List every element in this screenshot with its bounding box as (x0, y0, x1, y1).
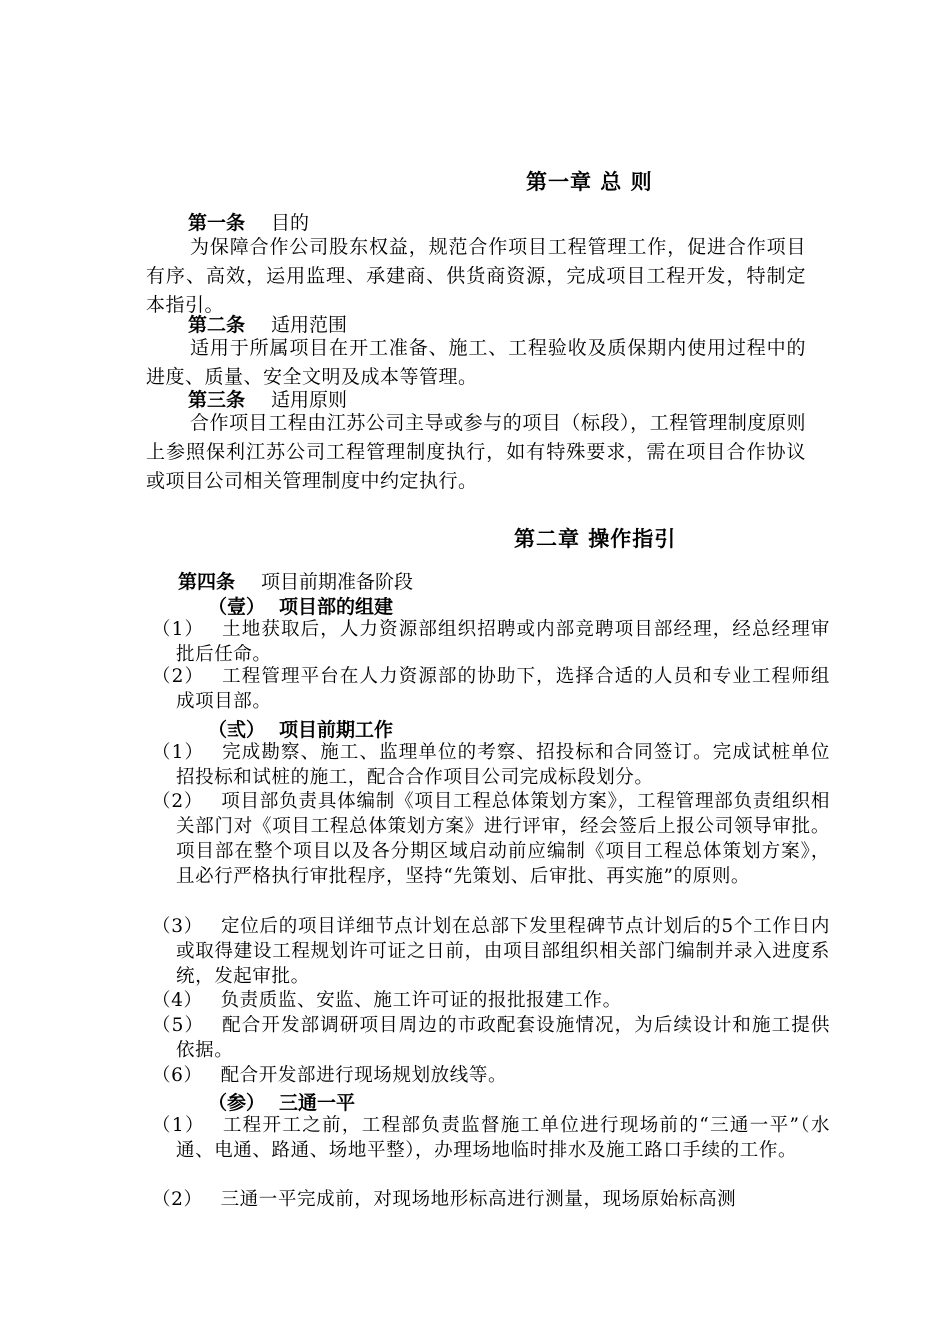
item-number: （3） (152, 916, 204, 937)
section-title: 项目部的组建 (279, 596, 394, 618)
chapter-1-title: 第一章 总 则 (526, 170, 653, 194)
list-item (152, 664, 830, 714)
item-number: （5） (152, 1015, 205, 1036)
list-item (152, 1063, 830, 1088)
item-text: 负责质监、安监、施工许可证的报批报建工作。 (220, 990, 622, 1011)
item-text: 三通一平完成前，对现场地形标高进行测量，现场原始标高测 (220, 1189, 737, 1210)
item-number: （4） (152, 990, 203, 1011)
item-number: （2） (152, 1189, 203, 1210)
section-label: （壹） (208, 596, 266, 618)
section-heading (208, 715, 393, 742)
article-title: 适用范围 (271, 314, 348, 336)
section-label: （参） (208, 1092, 266, 1114)
article-number: 第一条 (188, 212, 246, 234)
item-number: （1） (152, 1115, 205, 1136)
section-label: （弎） (208, 719, 266, 741)
article-title: 适用原则 (271, 389, 348, 411)
section-title: 三通一平 (279, 1092, 356, 1114)
item-text: 完成勘察、施工、监理单位的考察、招投标和合同签订。完成试桩单位招投标和试桩的施工，配合合作项目公司完成标段划分。 (176, 742, 830, 788)
list-item (152, 988, 830, 1013)
article-2-heading (188, 310, 347, 337)
item-text: 配合开发部进行现场规划放线等。 (220, 1065, 508, 1086)
item-number: （6） (152, 1065, 203, 1086)
item-text: 土地获取后，人力资源部组织招聘或内部竞聘项目部经理，经总经理审批后任命。 (176, 619, 830, 665)
article-3-body: 合作项目工程由江苏公司主导或参与的项目（标段），工程管理制度原则上参照保利江苏公司工程管理制度执行，如有特殊要求，需在项目合作协议或项目公司相关管理制度中约定执行。 (146, 412, 806, 492)
list-item (152, 617, 830, 667)
article-title: 项目前期准备阶段 (261, 571, 414, 593)
article-4-heading (178, 567, 413, 594)
item-number: （1） (152, 742, 205, 763)
article-number: 第二条 (188, 314, 246, 336)
item-text: 工程管理平台在人力资源部的协助下，选择合适的人员和专业工程师组成项目部。 (176, 666, 830, 712)
item-number: （2） (152, 791, 204, 812)
list-item (152, 1113, 830, 1163)
list-item (152, 789, 830, 889)
section-title: 项目前期工作 (279, 719, 394, 741)
article-3-heading (188, 385, 347, 412)
list-item (152, 914, 830, 989)
article-1-body: 为保障合作公司股东权益，规范合作项目工程管理工作，促进合作项目有序、高效，运用监理、承建商、供货商资源，完成项目工程开发，特制定本指引。 (146, 236, 806, 316)
section-heading (208, 1088, 355, 1115)
article-number: 第四条 (178, 571, 236, 593)
item-text: 项目部负责具体编制《项目工程总体策划方案》，工程管理部负责组织相关部门对《项目工程总体策划方案》进行评审，经会签后上报公司领导审批。项目部在整个项目以及各分期区域启动前应编制《项目工程总体策划方案》，且必行严格执行审批程序，坚持“先策划、后审批、再实施”的原则。 (176, 791, 830, 887)
article-title: 目的 (271, 212, 310, 234)
section-heading (208, 592, 393, 619)
list-item (152, 740, 830, 790)
item-number: （1） (152, 619, 205, 640)
chapter-2-title: 第二章 操作指引 (514, 527, 677, 551)
article-number: 第三条 (188, 389, 246, 411)
article-2-body: 适用于所属项目在开工准备、施工、工程验收及质保期内使用过程中的进度、质量、安全文明及成本等管理。 (146, 337, 806, 388)
article-1-heading (188, 208, 309, 235)
item-number: （2） (152, 666, 205, 687)
item-text: 工程开工之前，工程部负责监督施工单位进行现场前的“三通一平”（水通、电通、路通、场地平整），办理场地临时排水及施工路口手续的工作。 (176, 1115, 830, 1161)
item-text: 配合开发部调研项目周边的市政配套设施情况，为后续设计和施工提供依据。 (176, 1015, 830, 1061)
list-item (152, 1013, 830, 1063)
item-text: 定位后的项目详细节点计划在总部下发里程碑节点计划后的5个工作日内或取得建设工程规划许可证之日前，由项目部组织相关部门编制并录入进度系统，发起审批。 (176, 916, 830, 987)
list-item (152, 1187, 830, 1212)
